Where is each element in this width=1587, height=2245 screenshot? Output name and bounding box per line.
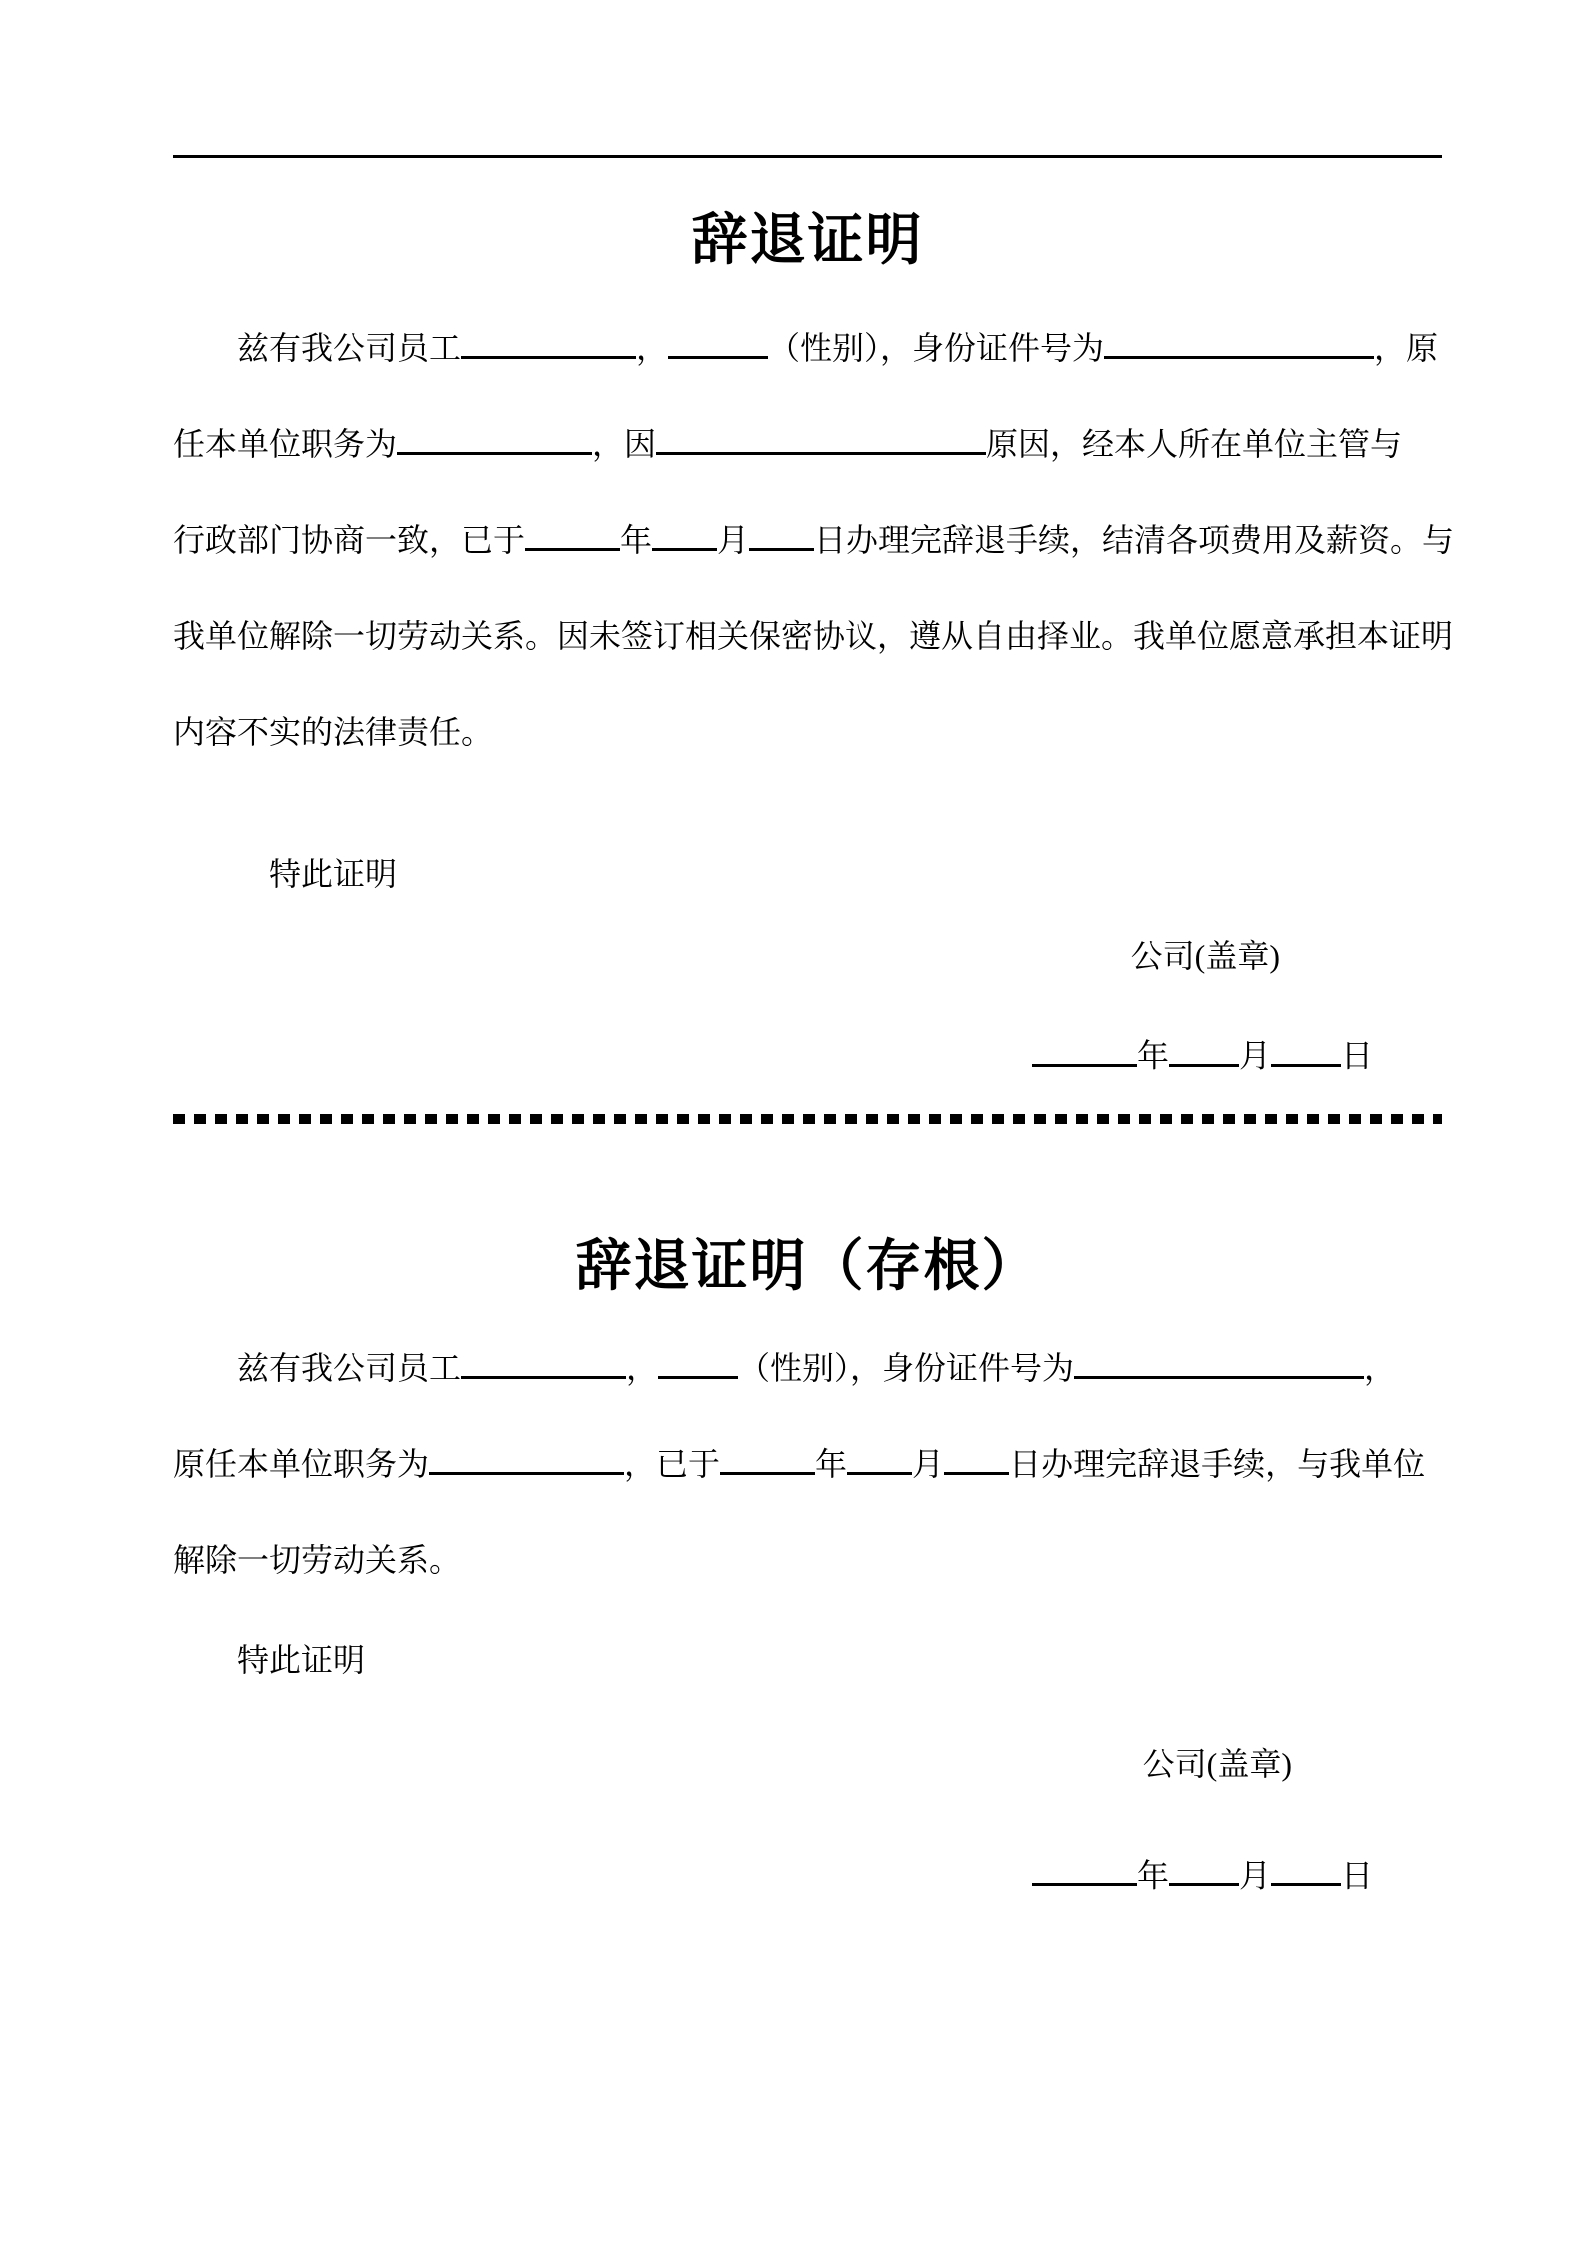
body-text: 任本单位职务为 xyxy=(173,426,398,462)
body-line xyxy=(173,1512,1442,1608)
fill-in-blank xyxy=(652,514,717,551)
body-text: 兹有我公司员工 xyxy=(237,1349,462,1386)
fill-in-blank xyxy=(658,1342,738,1379)
fill-in-blank xyxy=(749,514,814,551)
fill-in-blank xyxy=(397,418,592,455)
fill-in-blank xyxy=(1032,1030,1137,1067)
body-text: ，因 xyxy=(592,426,657,462)
body-text: 年 xyxy=(620,522,653,558)
stub-company-seal-line: 公司(盖章) xyxy=(1142,1745,1292,1782)
fill-in-blank xyxy=(461,1342,626,1379)
stub-title: 辞退证明（存根） xyxy=(575,1235,1040,1298)
body-text: 日 xyxy=(1340,1857,1373,1894)
body-text: ， xyxy=(626,1349,659,1386)
stub-body xyxy=(173,1320,1442,1608)
certificate-body xyxy=(173,300,1455,780)
body-text: 年 xyxy=(1136,1037,1169,1074)
fill-in-blank xyxy=(1032,1850,1137,1887)
fill-in-blank xyxy=(429,1438,624,1475)
fill-in-blank xyxy=(656,418,986,455)
body-text: 月 xyxy=(912,1445,945,1482)
header-rule xyxy=(173,155,1442,158)
body-text: ， xyxy=(636,330,669,366)
body-text: 原因，经本人所在单位主管与 xyxy=(986,426,1403,462)
fill-in-blank xyxy=(847,1438,912,1475)
body-text: （性别），身份证件号为 xyxy=(768,330,1105,366)
fill-in-blank xyxy=(525,514,620,551)
body-text: （性别），身份证件号为 xyxy=(738,1349,1075,1386)
fill-in-blank xyxy=(1169,1850,1239,1887)
body-line xyxy=(173,300,1442,396)
stub-attestation-text: 特此证明 xyxy=(237,1641,366,1678)
fill-in-blank xyxy=(1169,1030,1239,1067)
fill-in-blank xyxy=(1074,1342,1364,1379)
fill-in-blank xyxy=(944,1438,1009,1475)
fill-in-blank xyxy=(1271,1850,1341,1887)
body-line xyxy=(173,1320,1442,1416)
body-text: 年 xyxy=(1136,1857,1169,1894)
body-text: ，原 xyxy=(1374,330,1439,366)
body-line xyxy=(173,1416,1442,1512)
body-text: 日 xyxy=(1340,1037,1373,1074)
body-text: 内容不实的法律责任。 xyxy=(173,714,494,750)
body-text: 日办理完辞退手续，与我单位 xyxy=(1009,1445,1426,1482)
body-text: 月 xyxy=(1238,1037,1271,1074)
body-text: 月 xyxy=(717,522,750,558)
fill-in-blank xyxy=(461,322,636,359)
body-text: 行政部门协商一致，已于 xyxy=(173,522,526,558)
body-text: 年 xyxy=(815,1445,848,1482)
body-line xyxy=(173,492,1455,588)
body-line xyxy=(173,588,1454,684)
fill-in-blank xyxy=(668,322,768,359)
body-text: 兹有我公司员工 xyxy=(237,330,462,366)
company-seal-line: 公司(盖章) xyxy=(1130,938,1280,974)
body-text: 月 xyxy=(1238,1857,1271,1894)
body-text: ，已于 xyxy=(624,1445,721,1482)
body-line xyxy=(173,684,1442,780)
attestation-text: 特此证明 xyxy=(269,856,398,892)
body-line xyxy=(173,396,1442,492)
body-text: 日办理完辞退手续，结清各项费用及薪资。与 xyxy=(814,522,1455,558)
dashed-tear-line xyxy=(173,1114,1442,1124)
fill-in-blank xyxy=(1104,322,1374,359)
body-text: 解除一切劳动关系。 xyxy=(173,1541,462,1578)
body-text: 我单位解除一切劳动关系。因未签订相关保密协议，遵从自由择业。我单位愿意承担本证明 xyxy=(173,618,1454,654)
certificate-title: 辞退证明 xyxy=(691,210,924,272)
fill-in-blank xyxy=(1271,1030,1341,1067)
body-text: ， xyxy=(1364,1349,1397,1386)
fill-in-blank xyxy=(720,1438,815,1475)
date-line xyxy=(173,1030,1442,1072)
body-text: 原任本单位职务为 xyxy=(173,1445,430,1482)
stub-date-line xyxy=(173,1850,1442,1892)
